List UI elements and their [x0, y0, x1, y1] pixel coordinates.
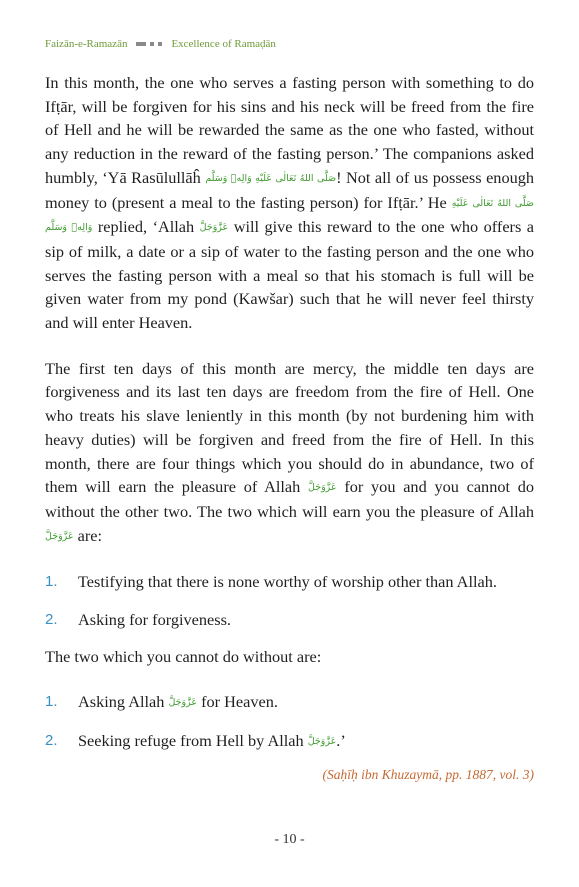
- azza-glyph: عَزَّوَجَلَّ: [308, 482, 337, 494]
- azza-glyph: عَزَّوَجَلَّ: [199, 222, 229, 234]
- header-chapter-title: Excellence of Ramaḍān: [171, 38, 276, 50]
- salutation-glyph: صَلَّى اللهُ تَعَالٰى عَلَيْهِ وَالِهٖ وَسَلَّم: [205, 172, 337, 184]
- page-content: [45, 71, 534, 783]
- citation: (Saḥīḥ ibn Khuzaymā, pp. 1887, vol. 3): [322, 766, 534, 782]
- list-item-text: Testifying that there is none worthy of worship other than Allah.: [78, 572, 497, 592]
- list-item-text: Asking for forgiveness.: [78, 609, 231, 629]
- paragraph-3: The two which you cannot do without are:: [45, 646, 322, 666]
- para1-text-3: replied, ‘Allah: [92, 217, 200, 237]
- salutation-glyph: صَلَّى اللهُ تَعَالٰى عَلَيْهِ وَالِهٖ وَسَلَّم: [45, 197, 535, 234]
- paragraph-1: [45, 71, 534, 335]
- list-item: [45, 690, 534, 715]
- header-book-title: Faizān-e-Ramazān: [45, 38, 128, 50]
- para1-text-1: In this month, the one who serves a fasting person with something to do Ifṭār, will be forgiven for his sins and his neck will be freed from the fire of Hell and he will be rewarded the same as the one who fasted, without any reduction in the reward of the fasting person.’ The companions asked humbly, ‘Yā Rasūlullāĥ: [45, 73, 534, 187]
- list-number: 2.: [45, 610, 58, 628]
- list-item-text-pre: Asking Allah: [78, 692, 169, 712]
- running-header: [45, 38, 276, 50]
- list-item: [45, 608, 534, 632]
- paragraph-2: [45, 357, 534, 549]
- list-item-text: [78, 690, 278, 715]
- para1-text-2: ! Not all of us possess enough money to (present a meal to the fasting person) for Ifṭār.’ He: [45, 167, 535, 212]
- list-item: [45, 729, 534, 754]
- list-number: 1.: [45, 573, 58, 591]
- para2-text-1: The first ten days of this month are mercy, the middle ten days are forgiveness and its last ten days are freedom from the fire of Hell. One who treats his slave leniently in this month (by not burdening him with heavy duties) will be forgiven and freed from the fire of Hell. In this month, there are four things which you should do in abundance, two of them will earn the pleasure of Allah: [45, 358, 534, 497]
- azza-glyph: عَزَّوَجَلَّ: [307, 735, 337, 747]
- header-separator: [136, 42, 162, 46]
- page-number: - 10 -: [274, 832, 305, 847]
- para2-text-2: for you and you cannot do without the other two. The two which will earn you the pleasure of Allah: [45, 477, 535, 521]
- para2-text-3: are:: [73, 525, 103, 545]
- list-pleasure-of-allah: [45, 570, 534, 631]
- list-item: [45, 570, 534, 594]
- list-item-text-post: for Heaven.: [197, 692, 278, 712]
- list-cannot-do-without: [45, 690, 534, 753]
- azza-glyph: عَزَّوَجَلَّ: [168, 697, 198, 709]
- list-item-text-pre: Seeking refuge from Hell by Allah: [78, 730, 308, 750]
- list-number: 1.: [45, 693, 58, 711]
- list-item-text-post: .’: [336, 730, 346, 750]
- azza-glyph: عَزَّوَجَلَّ: [45, 530, 74, 542]
- para1-text-4: will give this reward to the one who offers a sip of milk, a date or a sip of water to the fasting person and the one who serves the fasting person with a meal so that his stomach is full will be given water from my pond (Kawšar) such that he will never feel thirsty and will enter Heaven.: [45, 217, 534, 333]
- list-item-text: [78, 729, 346, 754]
- list-number: 2.: [45, 731, 58, 749]
